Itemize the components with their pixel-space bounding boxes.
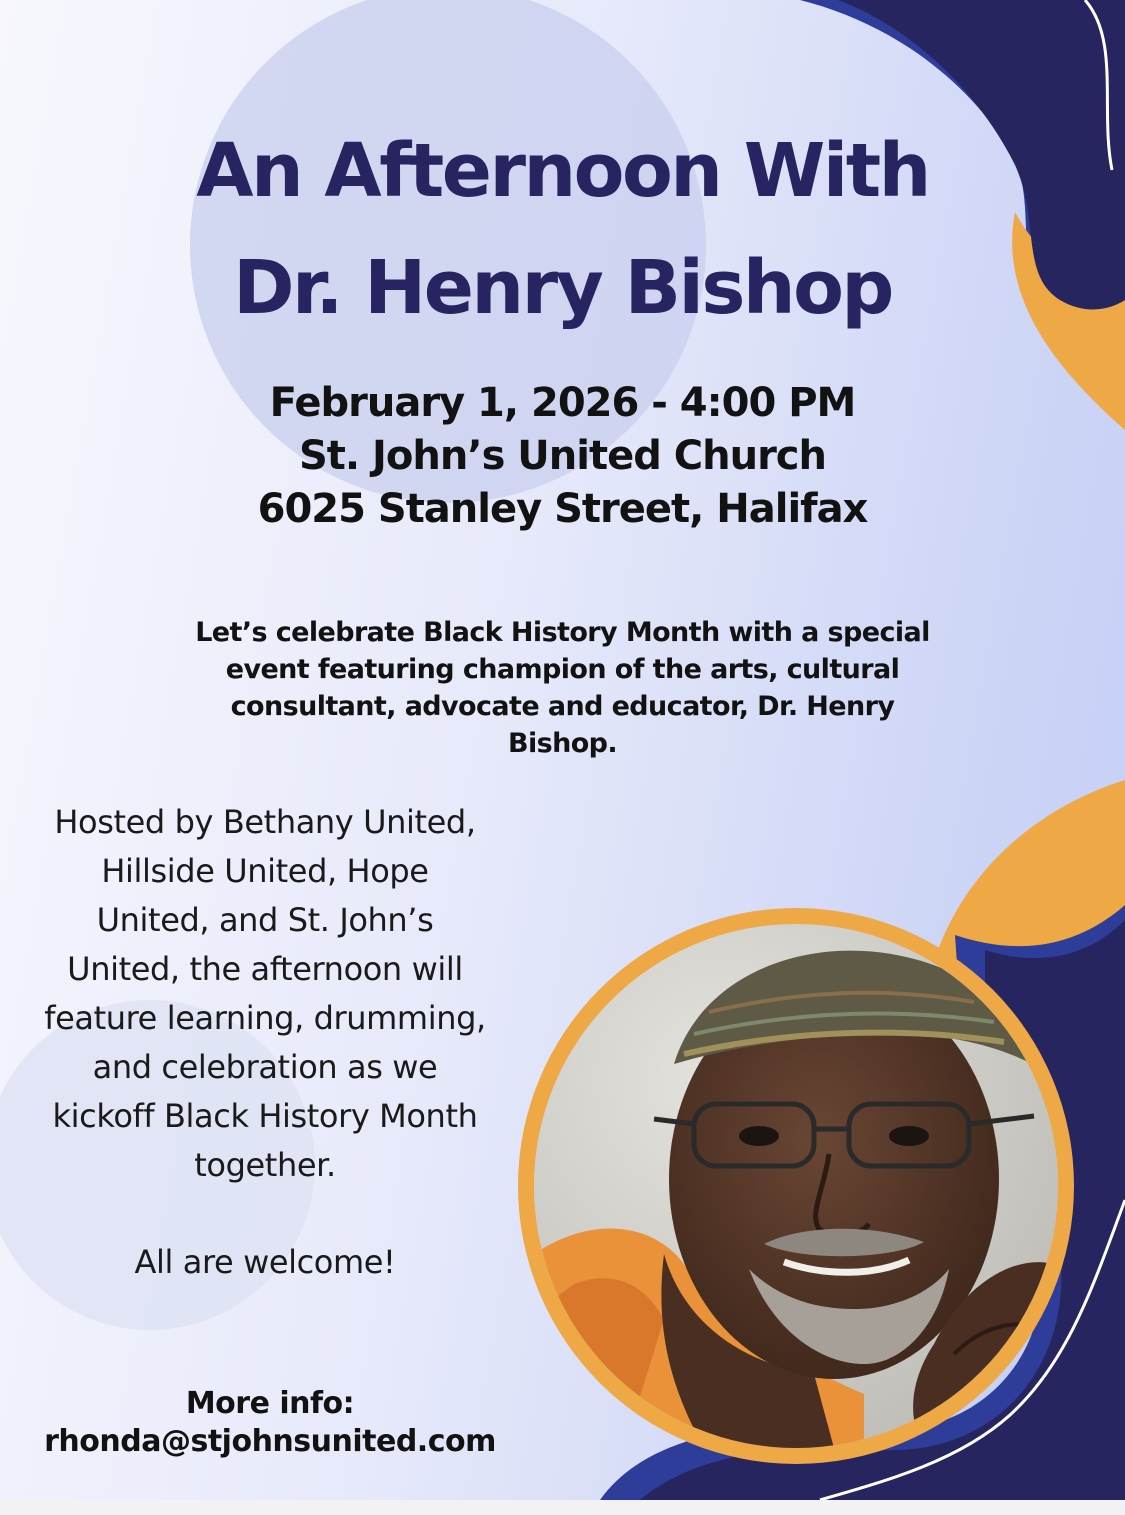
title-line-1: An Afternoon With	[196, 128, 929, 214]
event-address: 6025 Stanley Street, Halifax	[257, 486, 868, 532]
welcome-text: All are welcome!	[134, 1243, 396, 1281]
contact-label: More info:	[185, 1386, 355, 1421]
intro-line-1: Let’s celebrate Black History Month with a special	[195, 617, 930, 648]
intro-line-2: event featuring champion of the arts, cultural	[225, 654, 900, 685]
intro-line-4: Bishop.	[507, 728, 618, 759]
intro-line-3: consultant, advocate and educator, Dr. Henry	[230, 691, 895, 722]
description-line-3: United, and St. John’s	[96, 901, 434, 939]
description-line-1: Hosted by Bethany United,	[54, 803, 476, 841]
portrait-illustration	[534, 924, 1058, 1448]
description-line-8: together.	[194, 1146, 336, 1184]
description-line-2: Hillside United, Hope	[101, 852, 429, 890]
bottom-strip	[0, 1500, 1125, 1515]
portrait-photo	[534, 924, 1058, 1448]
contact-email[interactable]: rhonda@stjohnsunited.com	[44, 1424, 496, 1459]
event-venue: St. John’s United Church	[299, 433, 826, 479]
description-line-4: United, the afternoon will	[67, 950, 463, 988]
description-line-7: kickoff Black History Month	[52, 1097, 478, 1135]
event-datetime: February 1, 2026 - 4:00 PM	[269, 380, 856, 426]
title-line-2: Dr. Henry Bishop	[233, 245, 892, 331]
description-line-6: and celebration as we	[92, 1048, 438, 1086]
description-line-5: feature learning, drumming,	[44, 999, 486, 1037]
